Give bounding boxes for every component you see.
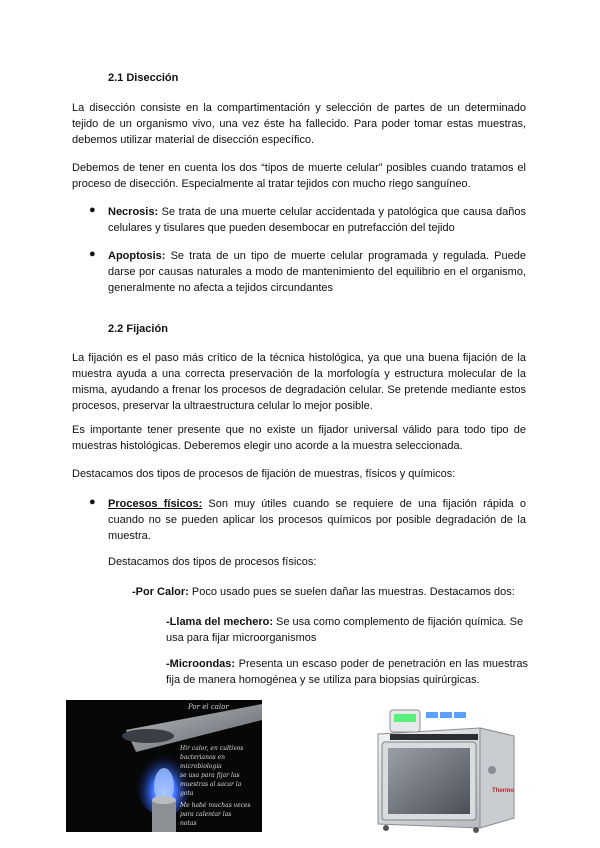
term-apoptosis: Apoptosis:	[108, 250, 166, 262]
item-microondas	[166, 656, 528, 688]
heading-fijacion: 2.2 Fijación	[108, 323, 168, 335]
text-por-calor: Poco usado pues se suelen dañar las muestras. Destacamos dos:	[188, 586, 515, 598]
paragraph-diseccion-1: La disección consiste en la compartimentación y selección de partes de un determinado tejido de un organismo vivo, una vez éste ha fallecido. Para poder tomar estas muestras, debemos utilizar material de disección específico.	[72, 102, 526, 146]
term-necrosis: Necrosis:	[108, 206, 159, 218]
paragraph-procesos-fisicos-intro: Destacamos dos tipos de procesos físicos:	[108, 556, 317, 568]
text-llama-mechero: Se usa como complemento de fijación química. Se usa para fijar microorganismos	[166, 616, 524, 644]
item-por-calor	[132, 584, 532, 600]
text-procesos-fisicos: Son muy útiles cuando se requiere de una fijación rápida o cuando no se pueden aplicar los procesos químicos por posible degradación de la muestra.	[108, 498, 526, 542]
note-line: notas	[180, 820, 197, 827]
item-necrosis	[108, 204, 526, 236]
note-line: bacterianos en microbiología	[180, 754, 225, 770]
term-procesos-fisicos: Procesos físicos:	[108, 498, 203, 510]
term-llama-mechero: -Llama del mechero:	[166, 616, 273, 628]
heading-diseccion: 2.1 Disección	[108, 72, 179, 84]
bullet-necrosis: ●	[89, 204, 96, 216]
paragraph-fijacion-3: Destacamos dos tipos de procesos de fijación de muestras, físicos y químicos:	[72, 468, 456, 480]
item-llama-mechero	[166, 614, 528, 646]
microwave-illustration	[368, 700, 520, 834]
paragraph-diseccion-2: Debemos de tener en cuenta los dos “tipos de muerte celular” posibles cuando tratamos el proceso de disección. Especialmente al tratar tejidos con mucho riego sanguíneo.	[72, 162, 526, 190]
brand-logo: Thermo	[492, 788, 515, 794]
note-line: Me habé muchas veces	[180, 802, 251, 809]
bullet-apoptosis: ●	[89, 248, 96, 260]
lab-microwave-photo	[368, 700, 520, 834]
term-microondas: -Microondas:	[166, 658, 236, 670]
text-necrosis: Se trata de una muerte celular accidentada y patológica que causa daños celulares y tisulares que pueden desembocar en putrefacción del tejido	[108, 206, 526, 234]
item-procesos-fisicos	[108, 496, 526, 544]
text-apoptosis: Se trata de un tipo de muerte celular programada y regulada. Puede darse por causas naturales a modo de mantenimiento del equilibrio en el organismo, generalmente no afecta a tejidos circundantes	[108, 250, 526, 294]
paragraph-fijacion-2: Es importante tener presente que no existe un fijador universal válido para todo tipo de muestras histológicas. Deberemos elegir uno acorde a la muestra seleccionada.	[72, 424, 526, 452]
note-line: para calentar las	[180, 811, 232, 818]
note-line: Hir calor, en cultivos	[180, 745, 244, 752]
flame-photo-label: Por el calor	[188, 703, 229, 711]
text-microondas: Presenta un escaso poder de penetración en las muestras fija de manera homogénea y se utiliza para biopsias quirúrgicas.	[166, 658, 528, 686]
note-line: muestras al sacar la	[180, 781, 242, 788]
flame-fixation-photo	[66, 700, 262, 832]
flame-photo-notes	[180, 744, 260, 828]
term-por-calor: -Por Calor:	[132, 586, 189, 598]
item-apoptosis	[108, 248, 526, 296]
note-line: se usa para fijar las	[180, 772, 240, 779]
note-line: gota	[180, 790, 194, 797]
bullet-procesos-fisicos: ●	[89, 496, 96, 508]
paragraph-fijacion-1: La fijación es el paso más crítico de la técnica histológica, ya que una buena fijación de la muestra ayuda a una correcta preservación de la morfología y estructura molecular de la misma, ayudando a frenar los procesos de degradación celular. Se pretende mediante estos procesos, preservar la ultraestructura celular lo mejor posible.	[72, 352, 526, 412]
